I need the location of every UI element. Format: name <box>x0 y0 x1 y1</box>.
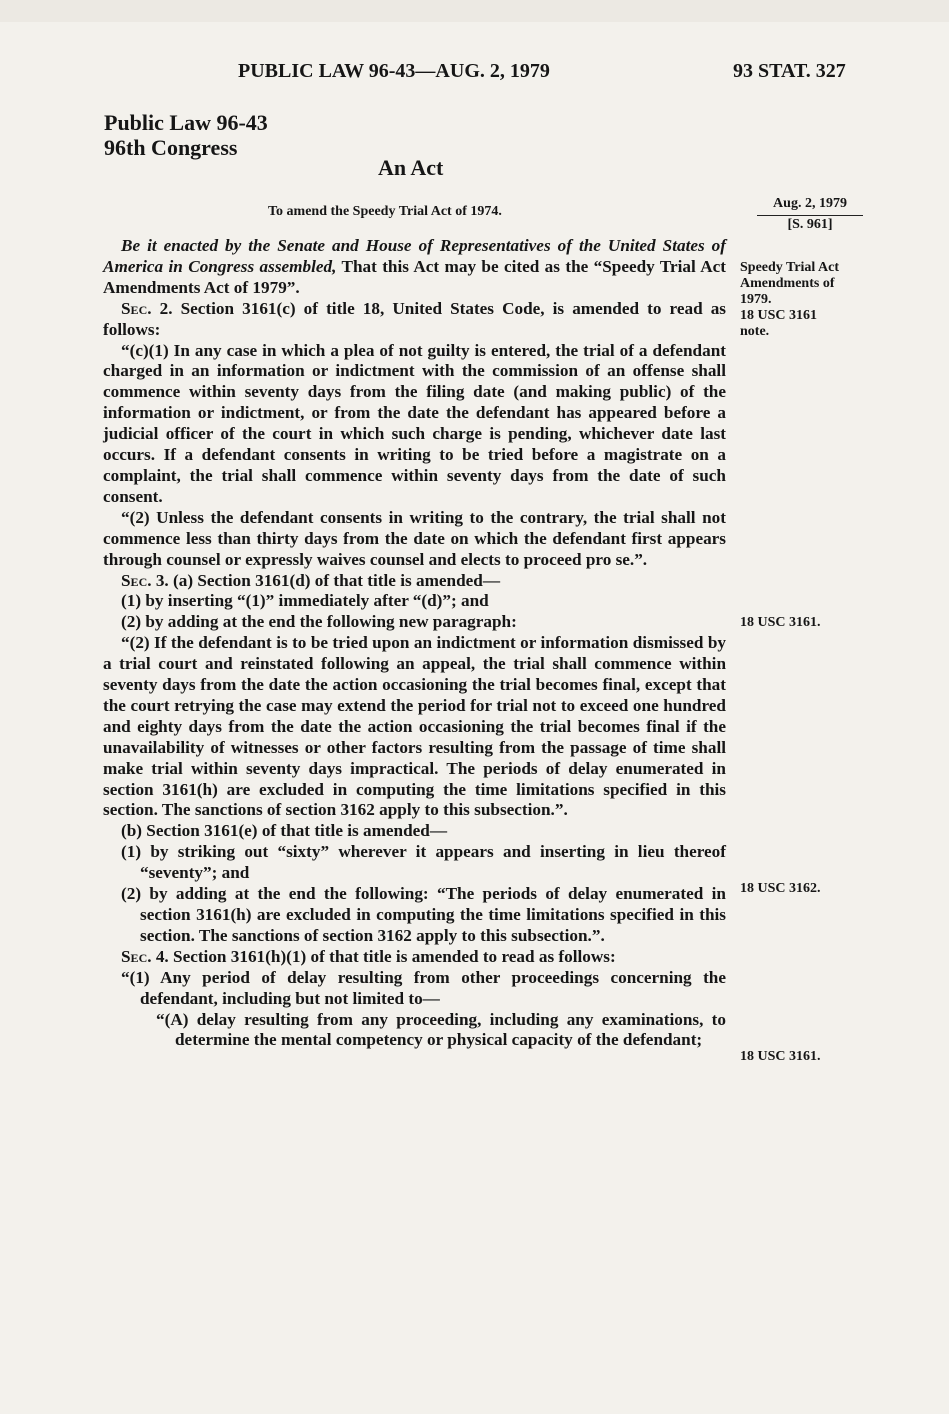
short-title-line-3: 1979. <box>740 292 772 307</box>
section-3-label: Sec. 3. <box>121 570 169 590</box>
public-law-number: Public Law 96-43 <box>104 110 268 135</box>
margin-short-title-note <box>740 260 839 340</box>
margin-date-note <box>757 195 863 234</box>
section-4-label: Sec. 4. <box>121 946 169 966</box>
short-title-line-1: Speedy Trial Act <box>740 260 840 275</box>
section-3-b2: (2) by adding at the end the following: “The periods of delay enumerated in section 3161(h) are excluded in computing the time limitations specified in this section. The sanctions of section 3162 apply to this subsection.”. <box>121 884 726 945</box>
margin-usc-3161-note: 18 USC 3161. <box>740 615 821 630</box>
act-body <box>103 236 726 1051</box>
congress-label: 96th Congress <box>104 135 238 160</box>
margin-usc-3161-note-2: 18 USC 3161. <box>740 1049 821 1064</box>
subsection-c1: “(c)(1) In any case in which a plea of not guilty is entered, the trial of a defendant charged in an information or indictment with the commission of an offense shall commence within seventy days from the filing date (and making public) of the information or indictment, or from the date the defendant has appeared before a judicial officer of the court in which such charge is pending, whichever date last occurs. If a defendant consents in writing to be tried before a magistrate on a complaint, the trial shall commence within seventy days from the date of such consent. <box>103 340 726 506</box>
section-4 <box>103 947 726 968</box>
section-3-new-paragraph: “(2) If the defendant is to be tried upon an indictment or information dismissed by a trial court and reinstated following an appeal, the trial shall commence within seventy days from the date the action occasioning the trial becomes final, except that the court retrying the case may extend the period for trial not to exceed one hundred and eighty days from the date the action occasioning the trial becomes final if the unavailability of witnesses or other factors resulting from the passage of time shall make trial within seventy days impractical. The periods of delay enumerated in section 3161(h) are excluded in computing the time limitations specified in this section. The sanctions of section 3162 apply to this subsection.”. <box>103 633 726 820</box>
scan-edge <box>0 0 949 22</box>
enacting-clause <box>103 236 726 299</box>
section-3-a2: (2) by adding at the end the following new paragraph: <box>121 612 517 632</box>
section-4-paragraph-1: “(1) Any period of delay resulting from other proceedings concerning the defendant, including but not limited to— <box>121 967 726 1008</box>
act-title: An Act <box>378 155 444 180</box>
subsection-c2: “(2) Unless the defendant consents in writing to the contrary, the trial shall not commence less than thirty days from the date on which the defendant first appears through counsel or expressly waives counsel and elects to proceed pro se.”. <box>103 507 726 569</box>
section-2-label: Sec. 2. <box>121 298 173 318</box>
short-title-line-2: Amendments of <box>740 276 835 291</box>
section-3 <box>103 571 726 592</box>
section-4-subparagraph-a: “(A) delay resulting from any proceeding, including any examinations, to determine the mental competency or physical capacity of the defendant; <box>156 1009 726 1050</box>
section-2 <box>103 299 726 341</box>
section-4-text: Section 3161(h)(1) of that title is amended to read as follows: <box>168 946 616 966</box>
enacting-rest: That this Act may be cited as the “Speedy Trial Act Amendments Act of 1979”. <box>103 256 726 297</box>
section-3-b: (b) Section 3161(e) of that title is amended— <box>121 821 448 841</box>
usc-note-line-2: note. <box>740 324 770 339</box>
section-3-a1: (1) by inserting “(1)” immediately after “(d)”; and <box>121 591 489 611</box>
section-3-text: (a) Section 3161(d) of that title is amended— <box>168 570 501 590</box>
law-heading <box>104 110 268 160</box>
enacting-italic: Be it enacted by the Senate and House of Representatives of the United States of America in Congress assembled, <box>103 236 726 276</box>
approval-date: Aug. 2, 1979 <box>757 195 863 216</box>
bill-number: [S. 961] <box>787 217 833 232</box>
margin-usc-3162-note: 18 USC 3162. <box>740 881 821 896</box>
section-2-text: Section 3161(c) of title 18, United States Code, is amended to read as follows: <box>103 298 726 339</box>
usc-note-line-1: 18 USC 3161 <box>740 308 818 323</box>
section-3-b1: (1) by striking out “sixty” wherever it appears and inserting in lieu thereof “seventy”; and <box>121 842 726 883</box>
running-header: PUBLIC LAW 96-43—AUG. 2, 1979 <box>238 60 550 82</box>
statute-page-number: 93 STAT. 327 <box>733 60 846 82</box>
act-purpose: To amend the Speedy Trial Act of 1974. <box>268 204 502 219</box>
